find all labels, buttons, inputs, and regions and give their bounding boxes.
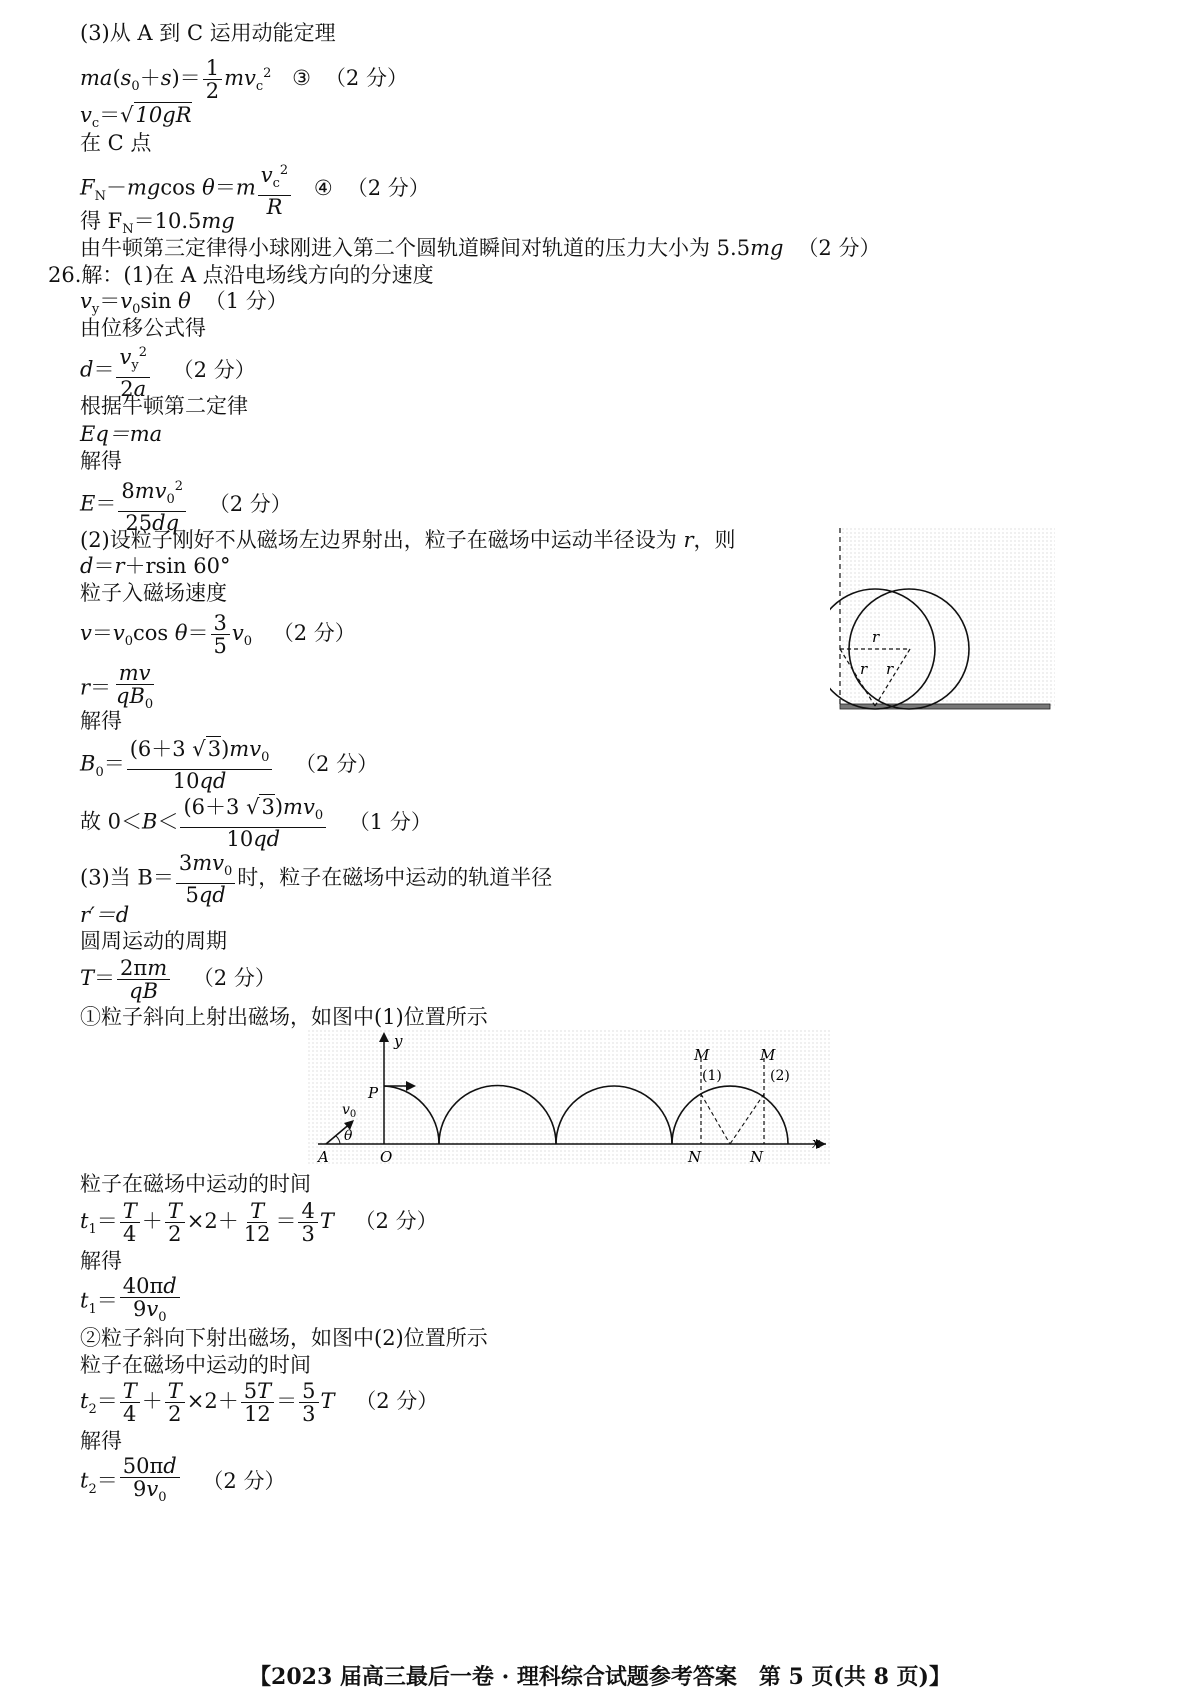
figure-circle-geometry <box>830 528 1060 718</box>
q26-B0-equation: $B_0=$ $\frac{(6+3 √3)mv_0}{10qd}$ （2 分） <box>80 737 379 794</box>
q26-B-range: 故 0＜B＜ $\frac{(6+3 √3)mv_0}{10qd}$ （1 分） <box>80 795 432 852</box>
label-v0: $v_0$ <box>342 1102 357 1120</box>
label-O: O <box>380 1148 393 1166</box>
s1-newton3: 由牛顿第三定律得小球刚进入第二个圆轨道瞬间对轨道的压力大小为 5.5mg （2 分） <box>80 236 881 260</box>
q26-E-equation: E＝ $\frac{8mv_0^2}{25dq}$ （2 分） <box>80 476 292 534</box>
label-P: P <box>368 1084 379 1102</box>
q26-entry-speed-label: 粒子入磁场速度 <box>80 581 227 605</box>
s1-fn-equation: $F_N-mgcos$ θ＝m $\frac{v_c^2}{R}$ ④ （2 分） <box>80 160 430 220</box>
label-y: y <box>394 1032 403 1050</box>
q26-heading: 26.解：(1)在 A 点沿电场线方向的分速度 <box>48 263 434 287</box>
q26-d-equation: d＝ $\frac{v_y^2}{2a}$ （2 分） <box>80 342 256 400</box>
label-M-1: M <box>694 1046 710 1064</box>
q26-eq-ma: Eq＝ma <box>80 422 163 446</box>
label-A: A <box>318 1148 329 1166</box>
s1-vc: $v_c=√10gR$ <box>80 103 192 132</box>
s1-at-c: 在 C 点 <box>80 131 152 155</box>
q26-vy: $v_y=v_0\sin$ θ （1 分） <box>80 289 288 318</box>
q26-t2-equation: $t_2=$ $\frac{T}{4}$ ＋ $\frac{T}{2}$ ×2＋ $\frac{5T}{12}$ ＝ $\frac{5}{3}$ T （2 分） <box>80 1379 439 1426</box>
q26-part2-label: (2)设粒子刚好不从磁场左边界射出，粒子在磁场中运动半径设为 r，则 <box>80 528 736 552</box>
q26-jiede-1: 解得 <box>80 449 122 473</box>
label-N-1: N <box>688 1148 702 1166</box>
q26-jiede-4: 解得 <box>80 1429 122 1453</box>
q26-case1-label: ①粒子斜向上射出磁场，如图中(1)位置所示 <box>80 1005 488 1029</box>
s1-energy-equation: $ma(s_0+s)=$ $\frac{1}{2}$ $mv_c^2$ ③ （2 分） <box>80 56 408 103</box>
q26-case2-label: ②粒子斜向下射出磁场，如图中(2)位置所示 <box>80 1326 488 1350</box>
page-footer: 【2023 届高三最后一卷 · 理科综合试题参考答案 第 5 页(共 8 页)】 <box>249 1664 951 1690</box>
q26-t1-equation: $t_1=$ $\frac{T}{4}$ ＋ $\frac{T}{2}$ ×2＋ $\frac{T}{12}$ ＝ $\frac{4}{3}$ T （2 分） <box>80 1199 438 1246</box>
q26-geometry-equation: d＝r＋rsin 60° <box>80 554 231 578</box>
q26-v-equation: $v=v_0\cos$ θ＝ $\frac{3}{5}$ $v_0$ （2 分） <box>80 611 356 658</box>
q26-period-label: 圆周运动的周期 <box>80 929 227 953</box>
label-theta: θ <box>344 1128 353 1144</box>
label-r-top: r <box>872 628 880 646</box>
q26-t2-result: $t_2=$ $\frac{50\pi d}{9v_0}$ （2 分） <box>80 1454 286 1506</box>
label-M-2: M <box>760 1046 776 1064</box>
s1-label: (3)从 A 到 C 运用动能定理 <box>80 21 336 45</box>
label-r-left: r <box>860 660 868 678</box>
figure-trajectory <box>308 1030 838 1170</box>
q26-part3-label: (3)当 B＝ $\frac{3mv_0}{5qd}$ 时，粒子在磁场中运动的轨道半径 <box>80 851 553 908</box>
label-pos2: (2) <box>770 1068 790 1084</box>
q26-time1-label: 粒子在磁场中运动的时间 <box>80 1172 311 1196</box>
q26-r-equation: r＝ $\frac{mv}{qB_0}$ <box>80 661 154 713</box>
label-x: x <box>812 1134 821 1152</box>
q26-jiede-3: 解得 <box>80 1249 122 1273</box>
q26-displacement-label: 由位移公式得 <box>80 316 206 340</box>
q26-t1-result: $t_1=$ $\frac{40\pi d}{9v_0}$ <box>80 1275 182 1333</box>
label-r-right: r <box>886 660 894 678</box>
q26-newton2-label: 根据牛顿第二定律 <box>80 394 248 418</box>
q26-jiede-2: 解得 <box>80 709 122 733</box>
label-pos1: (1) <box>702 1068 722 1084</box>
s1-fn-result: 得 $F_N=10.5mg$ <box>80 209 235 238</box>
magnetic-field-region <box>840 528 1055 708</box>
q26-T-equation: T＝ $\frac{2\pi m}{qB}$ （2 分） <box>80 956 276 1003</box>
q26-time2-label: 粒子在磁场中运动的时间 <box>80 1353 311 1377</box>
label-N-2: N <box>750 1148 764 1166</box>
q26-r-prime: r′＝d <box>80 903 130 927</box>
